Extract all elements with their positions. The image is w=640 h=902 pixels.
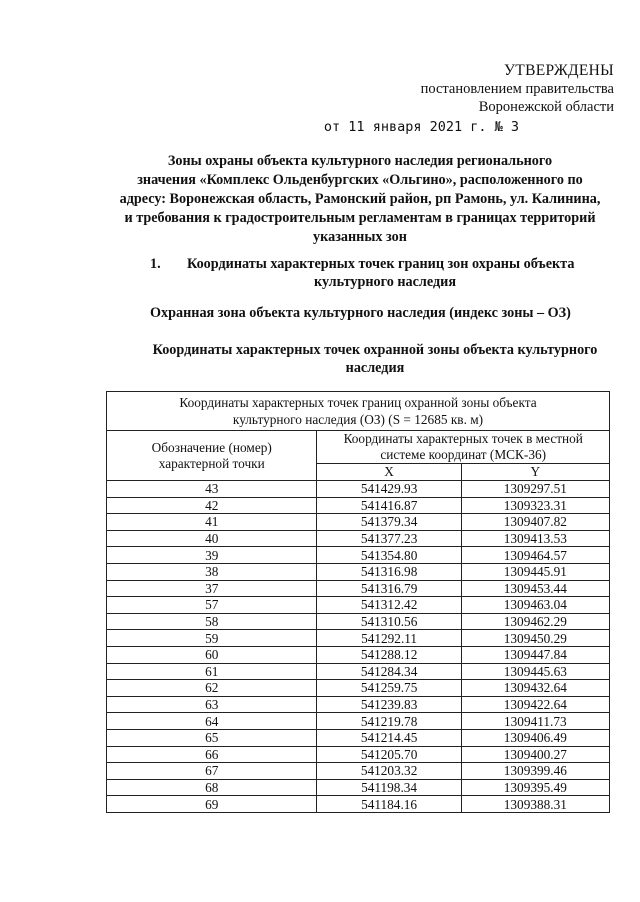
table-caption-line-2: культурного наследия (ОЗ) (S = 12685 кв. м) — [232, 412, 484, 427]
header-x: X — [317, 464, 461, 481]
point-cell: 43 — [107, 481, 317, 498]
table-row — [107, 597, 610, 614]
y-cell: 1309406.49 — [461, 729, 609, 746]
y-cell: 1309413.53 — [461, 530, 609, 547]
table-row — [107, 530, 610, 547]
point-cell: 58 — [107, 613, 317, 630]
point-cell: 64 — [107, 713, 317, 730]
point-cell: 69 — [107, 796, 317, 813]
header-coordinates — [317, 431, 610, 464]
table-row — [107, 696, 610, 713]
table-row — [107, 796, 610, 813]
table-row — [107, 663, 610, 680]
table-row — [107, 563, 610, 580]
coordinates-title-line-2: наследия — [345, 360, 405, 376]
coordinates-title-line-1: Координаты характерных точек охранной зоны объекта культурного — [152, 342, 598, 358]
header-y: Y — [461, 464, 609, 481]
point-cell: 66 — [107, 746, 317, 763]
x-cell: 541379.34 — [317, 514, 461, 531]
table-row — [107, 646, 610, 663]
header-coordinates-line-1: Координаты характерных точек в местной — [343, 431, 583, 446]
table-row — [107, 713, 610, 730]
table-row — [107, 613, 610, 630]
x-cell: 541219.78 — [317, 713, 461, 730]
point-cell: 37 — [107, 580, 317, 597]
table-row — [107, 630, 610, 647]
coordinates-table — [106, 391, 610, 813]
point-cell: 59 — [107, 630, 317, 647]
point-cell: 40 — [107, 530, 317, 547]
x-cell: 541184.16 — [317, 796, 461, 813]
table-row — [107, 779, 610, 796]
y-cell: 1309453.44 — [461, 580, 609, 597]
header-point-line-1: Обозначение (номер) — [151, 439, 272, 455]
y-cell: 1309445.91 — [461, 563, 609, 580]
x-cell: 541198.34 — [317, 779, 461, 796]
section-number: 1. — [150, 256, 161, 272]
y-cell: 1309445.63 — [461, 663, 609, 680]
table-row — [107, 497, 610, 514]
x-cell: 541377.23 — [317, 530, 461, 547]
point-cell: 39 — [107, 547, 317, 564]
section-heading — [150, 255, 610, 291]
x-cell: 541312.42 — [317, 597, 461, 614]
table-row — [107, 729, 610, 746]
section-text-line-1: Координаты характерных точек границ зон охраны объекта — [187, 256, 575, 272]
title-line-1: Зоны охраны объекта культурного наследия регионального — [167, 153, 553, 169]
table-row — [107, 580, 610, 597]
x-cell: 541205.70 — [317, 746, 461, 763]
point-cell: 68 — [107, 779, 317, 796]
point-cell: 41 — [107, 514, 317, 531]
y-cell: 1309447.84 — [461, 646, 609, 663]
table-row — [107, 746, 610, 763]
x-cell: 541239.83 — [317, 696, 461, 713]
coordinates-title — [130, 341, 620, 377]
y-cell: 1309432.64 — [461, 680, 609, 697]
x-cell: 541214.45 — [317, 729, 461, 746]
x-cell: 541288.12 — [317, 646, 461, 663]
zone-title: Охранная зона объекта культурного наследия (индекс зоны – ОЗ) — [150, 305, 571, 321]
table-row — [107, 481, 610, 498]
table-row — [107, 514, 610, 531]
table-caption-row — [107, 392, 610, 431]
header-point-line-2: характерной точки — [158, 455, 265, 471]
x-cell: 541259.75 — [317, 680, 461, 697]
y-cell: 1309297.51 — [461, 481, 609, 498]
approval-line-1: постановлением правительства — [420, 81, 614, 97]
x-cell: 541284.34 — [317, 663, 461, 680]
table-row — [107, 763, 610, 780]
point-cell: 60 — [107, 646, 317, 663]
y-cell: 1309399.46 — [461, 763, 609, 780]
title-line-3: адресу: Воронежская область, Рамонский район, рп Рамонь, ул. Калинина, — [119, 191, 601, 207]
y-cell: 1309400.27 — [461, 746, 609, 763]
x-cell: 541416.87 — [317, 497, 461, 514]
point-cell: 62 — [107, 680, 317, 697]
point-cell: 42 — [107, 497, 317, 514]
point-cell: 63 — [107, 696, 317, 713]
table-row — [107, 680, 610, 697]
y-cell: 1309407.82 — [461, 514, 609, 531]
y-cell: 1309450.29 — [461, 630, 609, 647]
x-cell: 541429.93 — [317, 481, 461, 498]
table-caption — [107, 392, 610, 431]
x-cell: 541316.98 — [317, 563, 461, 580]
point-cell: 38 — [107, 563, 317, 580]
header-point-designation — [107, 431, 317, 481]
y-cell: 1309464.57 — [461, 547, 609, 564]
y-cell: 1309463.04 — [461, 597, 609, 614]
point-cell: 61 — [107, 663, 317, 680]
approval-date: от 11 января 2021 г. № 3 — [323, 119, 519, 135]
point-cell: 57 — [107, 597, 317, 614]
approval-line-2: Воронежской области — [478, 99, 614, 115]
title-line-5: указанных зон — [313, 229, 407, 245]
point-cell: 67 — [107, 763, 317, 780]
table-row — [107, 547, 610, 564]
table-caption-line-1: Координаты характерных точек границ охранной зоны объекта — [179, 395, 537, 410]
point-cell: 65 — [107, 729, 317, 746]
approval-heading: УТВЕРЖДЕНЫ — [504, 62, 614, 79]
title-line-2: значения «Комплекс Ольденбургских «Ольгино», расположенного по — [137, 172, 583, 188]
document-title — [100, 152, 620, 247]
title-line-4: и требования к градостроительным регламентам в границах территорий — [124, 210, 596, 226]
y-cell: 1309422.64 — [461, 696, 609, 713]
x-cell: 541354.80 — [317, 547, 461, 564]
approval-block — [323, 62, 614, 135]
x-cell: 541292.11 — [317, 630, 461, 647]
y-cell: 1309323.31 — [461, 497, 609, 514]
y-cell: 1309388.31 — [461, 796, 609, 813]
y-cell: 1309462.29 — [461, 613, 609, 630]
table-header-row — [107, 431, 610, 464]
header-coordinates-line-2: системе координат (МСК-36) — [380, 447, 547, 462]
x-cell: 541310.56 — [317, 613, 461, 630]
x-cell: 541203.32 — [317, 763, 461, 780]
y-cell: 1309395.49 — [461, 779, 609, 796]
y-cell: 1309411.73 — [461, 713, 609, 730]
section-text-line-2: культурного наследия — [313, 274, 457, 290]
x-cell: 541316.79 — [317, 580, 461, 597]
